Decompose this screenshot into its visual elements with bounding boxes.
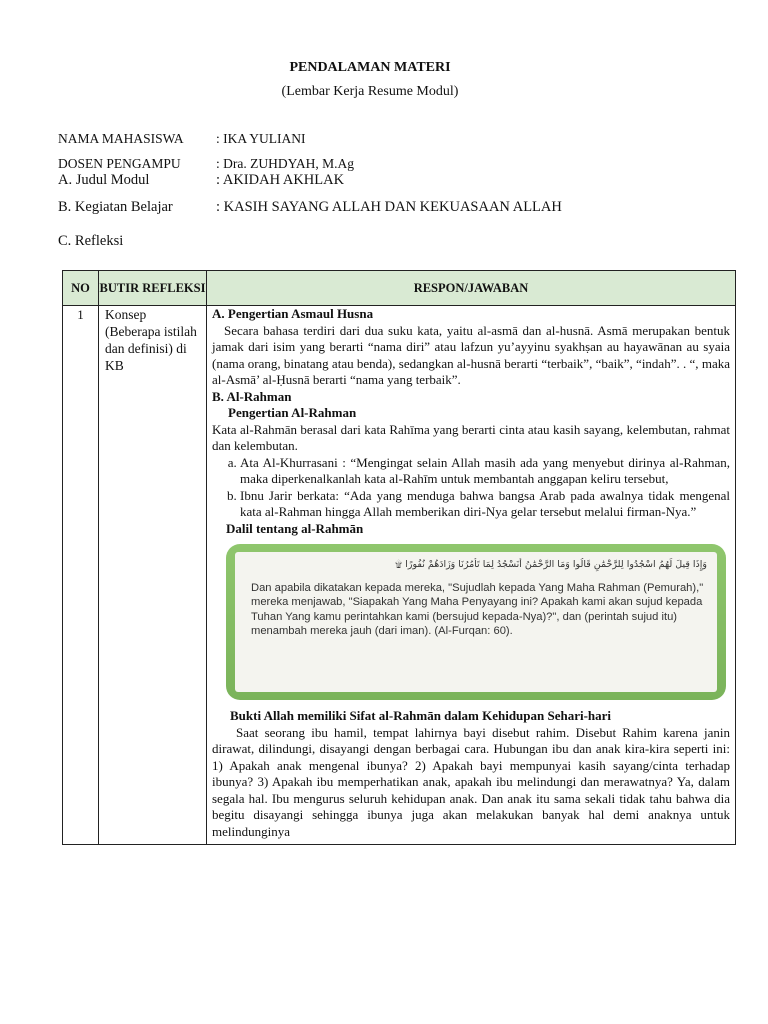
info-label: A. Judul Modul — [58, 172, 150, 188]
section-b-list — [212, 455, 730, 521]
bukti-paragraph: Saat seorang ibu hamil, tempat lahirnya bayi disebut rahim. Disebut Rahim karena janin dirawat, dilindungi, disayangi dengan berbagai cara. Hubungan ibu dan anak kira-kira seperti ini: 1) Apakah anak mengenal ibunya? 2) Apakah bayi mempunyai kasih sayang/cinta terhadap ibunya? 3) Apakah ibu memperhatikan anak, apakah ibu melindungi dan merawatnya? Ya, dalam segala hal. Ibu mengurus seluruh kehidupan anak. Dan anak itu sama sekali tidak tahu bahwa dia begitu disayangi sehingga ibunya juga akan melakukan banyak hal demi anaknya untuk melindunginya — [212, 724, 730, 839]
info-value: : Dra. ZUHDYAH, M.Ag — [216, 156, 354, 171]
info-label: C. Refleksi — [58, 233, 124, 249]
section-b-heading: B. Al-Rahman — [212, 388, 292, 404]
info-value: : KASIH SAYANG ALLAH DAN KEKUASAAN ALLAH — [216, 199, 562, 215]
list-item: b. Ibnu Jarir berkata: “Ada yang menduga bahwa bangsa Arab pada awalnya tidak mengenal kata al-Rahman hingga Allah memberikan diri-Nya gelar tersebut melalui firman-Nya.” — [240, 488, 730, 521]
section-a-heading: A. Pengertian Asmaul Husna — [212, 306, 374, 321]
header-no: NO — [63, 271, 99, 306]
header-respon: RESPON/JAWABAN — [207, 271, 736, 306]
row-response — [207, 306, 736, 845]
page-subtitle: (Lembar Kerja Resume Modul) — [281, 84, 459, 99]
section-a-paragraph: Secara bahasa terdiri dari dua suku kata, yaitu al-asmā dan al-husnā. Asmā merupakan bentuk jamak dari isim yang berarti “nama diri” atau lafzun yu’ayyinu syakhṣan au hayawānan au syaia (nama orang, binatang atau benda), sedangkan al-husnā berarti “terbaik”, “baik”, “indah”. . “, maka al-Asmā’ al-Ḥusnā berarti “nama yang terbaik”. — [212, 322, 730, 387]
reflection-table — [62, 270, 736, 845]
row-butir: Konsep (Beberapa istilah dan definisi) di KB — [99, 306, 207, 845]
info-label: NAMA MAHASISWA — [58, 131, 184, 146]
info-label: DOSEN PENGAMPU — [58, 156, 181, 171]
section-b-paragraph: Kata al-Rahmān berasal dari kata Rahīma yang berarti cinta atau kasih sayang, kelembutan, rahmat dan kelembutan. — [212, 421, 730, 453]
arabic-verse: وَإِذَا قِيلَ لَهُمُ اسْجُدُوا لِلرَّحْمَٰنِ قَالُوا وَمَا الرَّحْمَٰنُ أَنَسْجُدُ لِمَا تَأْمُرُنَا وَزَادَهُمْ نُفُورًا ۩ — [395, 559, 707, 570]
quran-verse-image — [226, 544, 726, 700]
info-value: : AKIDAH AKHLAK — [216, 172, 345, 188]
info-value: : IKA YULIANI — [216, 131, 306, 146]
list-item: a. Ata Al-Khurrasani : “Mengingat selain Allah masih ada yang menyebut dirinya al-Rahman, maka diperkenalkanlah kata al-Rahīm untuk membantah anggapan keliru tersebut, — [240, 455, 730, 488]
section-b-subheading: Pengertian Al-Rahman — [228, 405, 357, 420]
header-butir: BUTIR REFLEKSI — [99, 271, 207, 306]
info-row-judul — [58, 172, 345, 189]
info-row-nama — [58, 131, 306, 147]
info-row-refleksi — [58, 233, 123, 250]
info-label: B. Kegiatan Belajar — [58, 199, 173, 215]
verse-translation: Dan apabila dikatakan kepada mereka, "Sujudlah kepada Yang Maha Rahman (Pemurah)," mereka menjawab, "Siapakah Yang Maha Penyayang ini? Apakah kami akan sujud kepada Tuhan Yang kamu perintahkan kami (bersujud kepada-Nya)?", dan (perintah sujud itu) menambah mereka jauh (dari iman). (Al-Furqan: 60). — [251, 581, 704, 637]
table-header-row — [63, 271, 736, 306]
dalil-heading: Dalil tentang al-Rahmān — [226, 520, 364, 536]
info-row-kegiatan — [58, 199, 562, 216]
info-row-dosen — [58, 156, 354, 172]
table-row — [63, 306, 736, 845]
bukti-heading: Bukti Allah memiliki Sifat al-Rahmān dalam Kehidupan Sehari-hari — [230, 708, 612, 723]
verse-panel — [235, 552, 717, 692]
page-title: PENDALAMAN MATERI — [289, 60, 451, 75]
row-number: 1 — [63, 306, 99, 845]
